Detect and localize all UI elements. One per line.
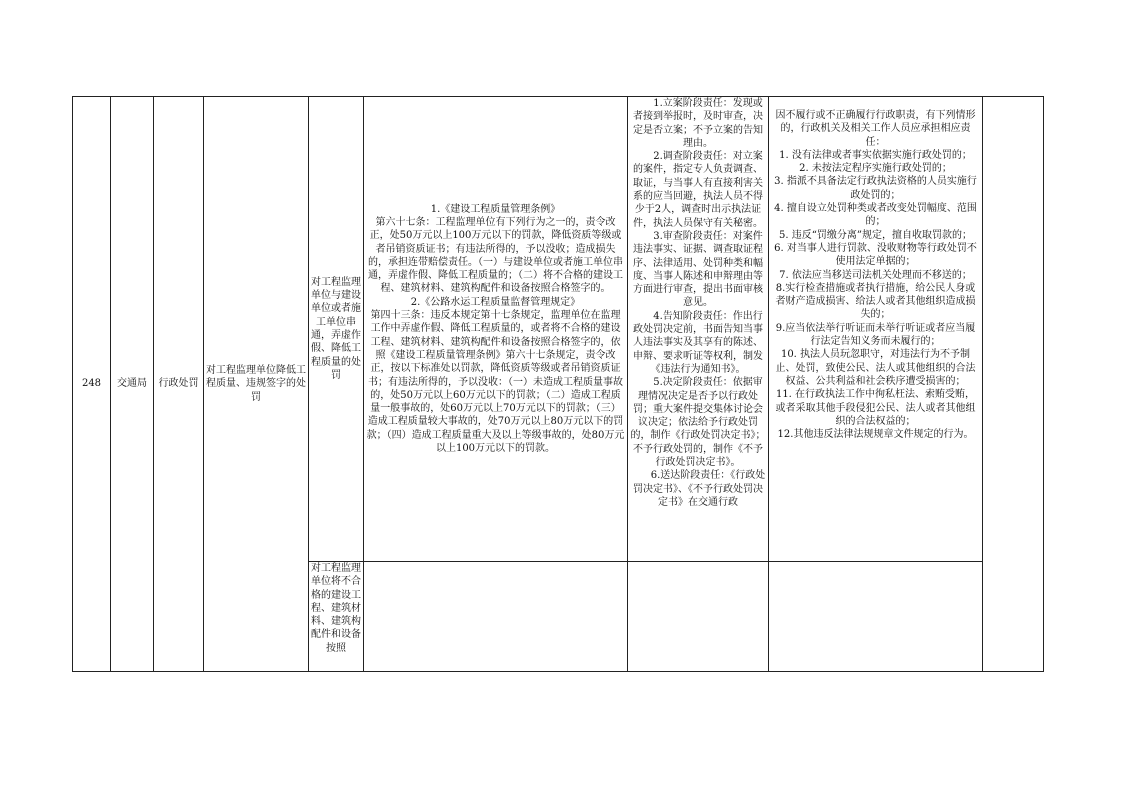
- department: 交通局: [111, 97, 154, 672]
- basis-title: 2.《公路水运工程质量监督管理规定》: [410, 296, 581, 308]
- table-row: [73, 97, 1044, 562]
- accountability-item: 4. 擅自设立处罚种类或者改变处罚幅度、范围的；: [774, 203, 977, 228]
- row-number: 248: [73, 97, 111, 672]
- basis-clause: 第四十三条：违反本规定第十七条规定，监理单位在监理工作中弄虚作假、降低工程质量的，或者将不合格的建设工程、建筑材料、建筑构配件和设备按照合格签字的，依照《建设工程质量管理条例》第六十七条规定，责令改正，按以下标准处以罚款，降低资质等级或者吊销资质证书；有违法所得的，予以没收：（一）未造成工程质量事故的，处50万元以上60万元以下的罚款；（二）造成工程质量一般事故的，处60万元以上70万元以下的罚款；（三）造成工程质量较大事故的，处70万元以上80万元以下的罚款；（四）造成工程质量重大及以上等级事故的，处80万元以上100万元以下的罚款。: [366, 310, 625, 455]
- accountability-item: 11. 在行政执法工作中徇私枉法、索贿受贿，或者采取其他手段侵犯公民、法人或者其他组织的合法权益的；: [775, 389, 976, 427]
- accountability-item: 10. 执法人员玩忽职守，对违法行为不予制止、处罚，致使公民、法人或其他组织的合法权益、公共利益和社会秩序遭受损害的；: [775, 349, 976, 387]
- responsibility-empty: [628, 562, 769, 672]
- accountability-item: 5. 违反“罚缴分离”规定，擅自收取罚款的；: [779, 229, 972, 241]
- responsibility-item: 3.审查阶段责任：对案件违法事实、证据、调查取证程序、法律适用、处罚种类和幅度、当事人陈述和申辩理由等方面进行审查，提出书面审核意见。: [633, 230, 763, 309]
- power-item: 对工程监理单位降低工程质量、违规签字的处罚: [204, 97, 309, 672]
- accountability-item: 因不履行或不正确履行行政职责，有下列情形的，行政机关及相关工作人员应承担相应责任：: [775, 110, 976, 148]
- accountability-item: 9.应当依法举行听证而未举行听证或者应当履行法定告知义务而未履行的；: [775, 322, 976, 348]
- power-list-table: [72, 96, 1044, 672]
- sub-item: 对工程监理单位将不合格的建设工程、建筑材料、建筑构配件和设备按照: [309, 562, 364, 672]
- remark: [983, 97, 1044, 672]
- responsibility-item: 2.调查阶段责任：对立案的案件，指定专人负责调查、取证，与当事人有直接利害关系的应当回避，执法人员不得少于2人，调查时出示执法证件，执法人员保守有关秘密。: [633, 151, 763, 229]
- accountability-item: 6. 对当事人进行罚款、没收财物等行政处罚不使用法定单据的；: [774, 242, 977, 268]
- legal-basis-empty: [364, 562, 628, 672]
- accountability-item: 12.其他违反法律法规规章文件规定的行为。: [777, 429, 974, 441]
- accountability: [769, 97, 983, 562]
- sub-item: 对工程监理单位与建设单位或者施工单位串通，弄虚作假、降低工程质量的处罚: [309, 97, 364, 562]
- responsibility-item: 5.决定阶段责任：依据审理情况决定是否予以行政处罚；重大案件提交集体讨论会议决定；依法给予行政处罚的，制作《行政处罚决定书》；不予行政处罚的，制作《不予行政处罚决定书》。: [630, 377, 766, 469]
- accountability-empty: [769, 562, 983, 672]
- power-type: 行政处罚: [154, 97, 204, 672]
- basis-clause: 第六十七条：工程监理单位有下列行为之一的，责令改正，处50万元以上100万元以下的罚款，降低资质等级或者吊销资质证书；有违法所得的，予以没收；造成损失的，承担连带赔偿责任。（一）与建设单位或者施工单位串通，弄虚作假、降低工程质量的；（二）将不合格的建设工程、建筑材料、建筑构配件和设备按照合格签字的。: [368, 216, 623, 295]
- accountability-item: 2. 未按法定程序实施行政处罚的；: [799, 163, 952, 175]
- responsibility-item: 1.立案阶段责任：发现或者接到举报时，及时审查，决定是否立案；不予立案的告知理由。: [633, 98, 763, 149]
- responsibility: [628, 97, 769, 562]
- accountability-item: 7. 依法应当移送司法机关处理而不移送的；: [779, 269, 972, 281]
- accountability-item: 1. 没有法律或者事实依据实施行政处罚的；: [779, 149, 972, 161]
- accountability-item: 3. 指派不具备法定行政执法资格的人员实施行政处罚的；: [774, 176, 977, 201]
- accountability-item: 8.实行检查措施或者执行措施，给公民人身或者财产造成损害、给法人或者其他组织造成损失的；: [775, 282, 976, 321]
- basis-title: 1.《建设工程质量管理条例》: [430, 203, 561, 215]
- legal-basis: [364, 97, 628, 562]
- responsibility-item: 6.送达阶段责任：《行政处罚决定书》、《不予行政处罚决定书》在交通行政: [633, 470, 766, 508]
- responsibility-item: 4.告知阶段责任：作出行政处罚决定前，书面告知当事人违法事实及其享有的陈述、申辩、要求听证等权利，制发《违法行为通知书》。: [633, 310, 763, 375]
